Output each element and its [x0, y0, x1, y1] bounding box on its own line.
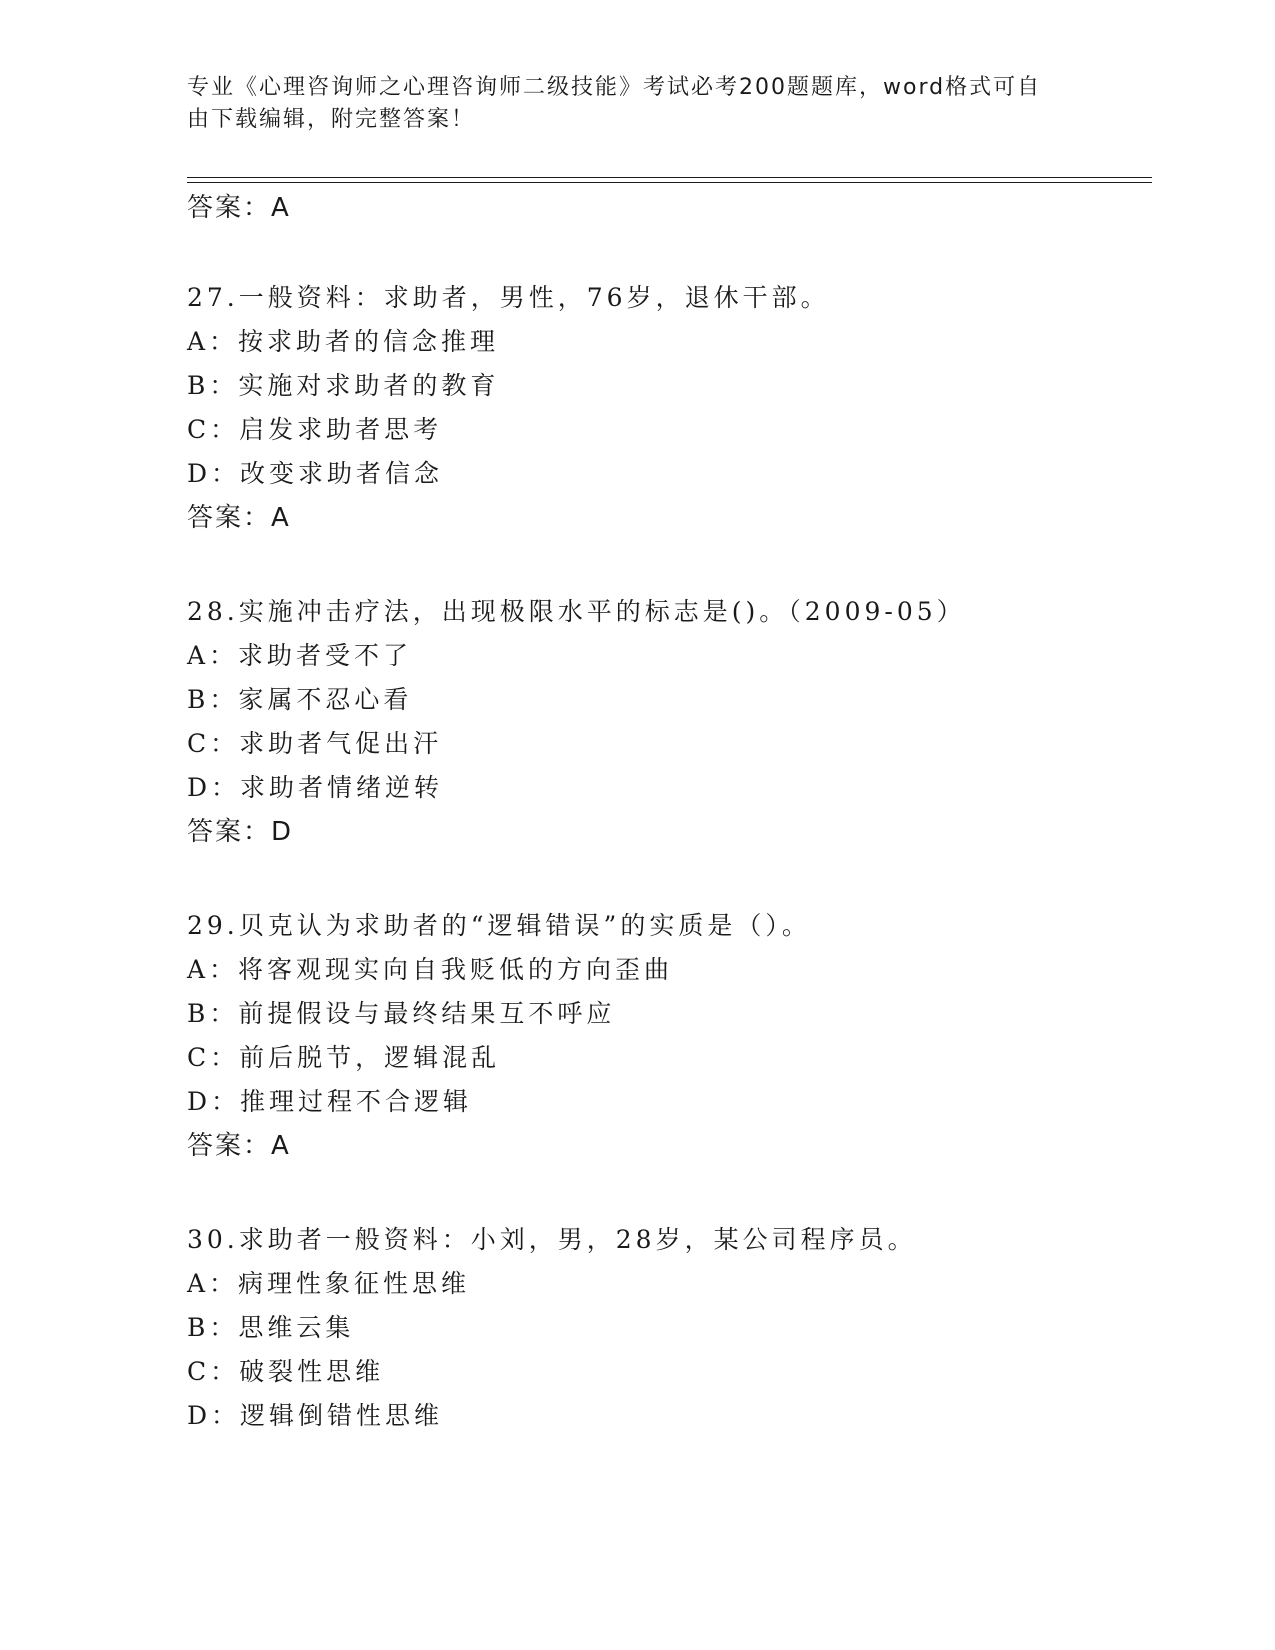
header-line-1: 专业《心理咨询师之心理咨询师二级技能》考试必考200题题库，word格式可自 [187, 75, 1042, 100]
question-30-option-a: A：病理性象征性思维 [187, 1269, 471, 1298]
question-27-option-a: A：按求助者的信念推理 [187, 327, 500, 356]
question-27-option-b: B：实施对求助者的教育 [187, 371, 500, 400]
header-line-2: 由下载编辑，附完整答案！ [187, 107, 476, 132]
question-30-option-d: D：逻辑倒错性思维 [187, 1401, 444, 1430]
question-28-option-b: B：家属不忍心看 [187, 685, 413, 714]
answer-26: 答案：A [187, 193, 291, 223]
question-28-option-d: D：求助者情绪逆转 [187, 773, 444, 802]
question-30-option-b: B：思维云集 [187, 1313, 355, 1342]
header-rule-top [187, 177, 1152, 178]
question-27-option-d: D：改变求助者信念 [187, 459, 444, 488]
question-29-option-b: B：前提假设与最终结果互不呼应 [187, 999, 616, 1028]
question-28-option-a: A：求助者受不了 [187, 641, 413, 670]
question-29-answer: 答案：A [187, 1131, 291, 1161]
question-28-stem: 28.实施冲击疗法，出现极限水平的标志是()。（2009-05） [187, 597, 966, 626]
question-27-option-c: C：启发求助者思考 [187, 415, 443, 444]
question-27-answer: 答案：A [187, 503, 291, 533]
question-29-option-c: C：前后脱节，逻辑混乱 [187, 1043, 501, 1072]
question-29-stem: 29.贝克认为求助者的“逻辑错误”的实质是（）。 [187, 911, 811, 940]
question-30-option-c: C：破裂性思维 [187, 1357, 385, 1386]
question-29-option-a: A：将客观现实向自我贬低的方向歪曲 [187, 955, 674, 984]
header-rule-bottom [187, 182, 1152, 183]
document-header [187, 72, 1067, 136]
question-30-stem: 30.求助者一般资料：小刘，男，28岁，某公司程序员。 [187, 1225, 917, 1254]
question-28-answer: 答案：D [187, 817, 294, 847]
question-29-option-d: D：推理过程不合逻辑 [187, 1087, 473, 1116]
question-28-option-c: C：求助者气促出汗 [187, 729, 443, 758]
question-27-stem: 27.一般资料：求助者，男性，76岁，退休干部。 [187, 283, 830, 312]
